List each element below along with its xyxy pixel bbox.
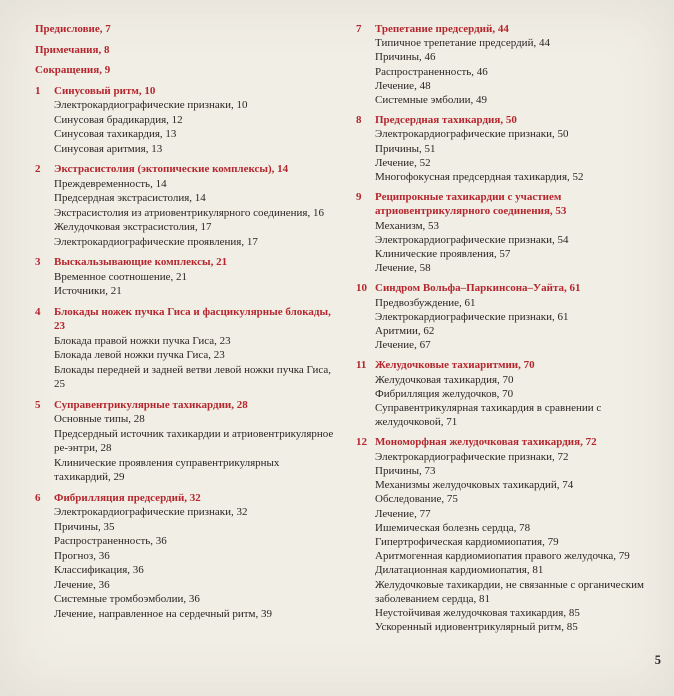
section-number: 10	[356, 282, 367, 295]
toc-item: Электрокардиографические признаки, 72	[375, 450, 569, 463]
section-body	[375, 113, 656, 184]
section-title: Фибрилляция предсердий, 32	[54, 491, 201, 504]
toc-section	[356, 435, 656, 634]
section-number: 2	[35, 163, 41, 175]
section-number: 8	[356, 114, 362, 127]
section-number: 3	[35, 256, 41, 268]
toc-section	[35, 63, 335, 78]
section-body	[54, 398, 335, 485]
toc-item: Электрокардиографические признаки, 32	[54, 506, 248, 518]
section-number: 12	[356, 436, 367, 449]
toc-item: Преждевременность, 14	[54, 177, 167, 190]
toc-item: Системные тромбоэмболии, 36	[54, 593, 200, 605]
toc-item: Желудочковая экстрасистолия, 17	[54, 221, 212, 233]
toc-section	[35, 398, 335, 485]
section-title: Мономорфная желудочковая тахикардия, 72	[375, 436, 597, 449]
toc-section	[35, 84, 335, 157]
toc-section	[35, 255, 335, 299]
toc-item: Электрокардиографические признаки, 50	[375, 128, 569, 141]
toc-item: Дилатационная кардиомиопатия, 81	[375, 564, 544, 577]
toc-item: Временное соотношение, 21	[54, 270, 188, 283]
toc-item: Предсердный источник тахикардии и атриовентрикулярное ре-энтри, 28	[54, 427, 334, 454]
toc-item: Клинические проявления суправентрикулярных тахикардий, 29	[54, 456, 280, 483]
toc-item: Ишемическая болезнь сердца, 78	[375, 521, 531, 534]
toc-item: Лечение, 67	[375, 339, 431, 352]
toc-item: Желудочковые тахикардии, не связанные с органическим заболеванием сердца, 81	[375, 578, 644, 605]
toc-item: Причины, 51	[375, 142, 436, 155]
section-body	[375, 190, 656, 275]
section-body	[54, 162, 335, 249]
section-title: Экстрасистолия (эктопические комплексы), 14	[54, 163, 289, 175]
toc-item: Лечение, 52	[375, 156, 431, 169]
toc-item: Лечение, 58	[375, 262, 431, 275]
toc-section	[35, 162, 335, 249]
section-number: 9	[356, 191, 362, 204]
toc-item: Фибрилляция желудочков, 70	[375, 387, 514, 400]
section-title: Синдром Вольфа–Паркинсона–Уайта, 61	[375, 282, 581, 295]
toc-item: Механизм, 53	[375, 219, 440, 232]
toc-item: Лечение, 36	[54, 578, 110, 591]
toc-item: Аритмогенная кардиомиопатия правого желудочка, 79	[375, 550, 630, 563]
section-number: 11	[356, 359, 367, 372]
toc-section	[35, 22, 335, 37]
toc-section	[35, 43, 335, 58]
toc-item: Блокады передней и задней ветви левой ножки пучка Гиса, 25	[54, 363, 332, 390]
toc-item: Предвозбуждение, 61	[375, 296, 476, 309]
toc-item: Электрокардиографические проявления, 17	[54, 235, 258, 248]
section-title: Реципрокные тахикардии с участием атриовентрикулярного соединения, 53	[375, 191, 567, 218]
toc-item: Синусовая тахикардия, 13	[54, 128, 177, 140]
toc-item: Причины, 35	[54, 520, 115, 533]
toc-item: Обследование, 75	[375, 493, 458, 506]
page-number: 5	[654, 653, 661, 667]
toc-item: Механизмы желудочковых тахикардий, 74	[375, 479, 574, 492]
section-title: Суправентрикулярные тахикардии, 28	[54, 398, 248, 411]
toc-item: Электрокардиографические признаки, 10	[54, 99, 248, 111]
toc-item: Суправентрикулярная тахикардия в сравнении с желудочковой, 71	[375, 402, 602, 429]
toc-item: Аритмии, 62	[375, 325, 435, 338]
toc-item: Неустойчивая желудочковая тахикардия, 85	[375, 606, 580, 619]
toc-column-left	[35, 22, 335, 640]
toc-section	[356, 190, 656, 275]
toc-section	[35, 491, 335, 622]
section-number: 5	[35, 398, 41, 411]
section-body	[375, 435, 656, 634]
toc-section	[356, 281, 656, 352]
toc-item: Блокада правой ножки пучка Гиса, 23	[54, 334, 231, 347]
section-body	[54, 84, 335, 157]
section-body	[375, 22, 656, 107]
section-title: Примечания, 8	[35, 43, 110, 56]
toc-item: Блокада левой ножки пучка Гиса, 23	[54, 349, 225, 361]
toc-item: Распространенность, 36	[54, 535, 167, 547]
toc-item: Классификация, 36	[54, 564, 144, 576]
section-title: Предисловие, 7	[35, 23, 111, 35]
toc-item: Лечение, направленное на сердечный ритм, 39	[54, 607, 272, 620]
section-title: Сокращения, 9	[35, 64, 111, 76]
toc-item: Лечение, 77	[375, 507, 431, 520]
section-title: Синусовый ритм, 10	[54, 84, 156, 97]
toc-item: Причины, 46	[375, 51, 436, 64]
section-body	[35, 43, 335, 58]
section-title: Выскальзывающие комплексы, 21	[54, 256, 228, 268]
toc-item: Гипертрофическая кардиомиопатия, 79	[375, 535, 559, 548]
section-number: 4	[35, 305, 41, 318]
section-body	[375, 358, 656, 429]
section-body	[375, 281, 656, 352]
section-body	[54, 305, 335, 392]
toc-item: Экстрасистолия из атриовентрикулярного соединения, 16	[54, 206, 324, 219]
section-body	[35, 63, 335, 78]
toc-item: Лечение, 48	[375, 79, 431, 92]
toc-section	[356, 113, 656, 184]
toc-item: Многофокусная предсердная тахикардия, 52	[375, 171, 584, 184]
section-number: 6	[35, 491, 41, 504]
toc-item: Ускоренный идиовентрикулярный ритм, 85	[375, 621, 578, 634]
section-title: Желудочковые тахиаритмии, 70	[375, 359, 535, 372]
section-body	[54, 491, 335, 622]
toc-item: Распространенность, 46	[375, 65, 488, 78]
toc-item: Желудочковая тахикардия, 70	[375, 373, 514, 386]
section-body	[35, 22, 335, 37]
toc-item: Прогноз, 36	[54, 549, 110, 562]
section-body	[54, 255, 335, 299]
section-title: Трепетание предсердий, 44	[375, 23, 509, 35]
toc-item: Клинические проявления, 57	[375, 248, 511, 261]
section-number: 7	[356, 23, 362, 35]
section-title: Предсердная тахикардия, 50	[375, 114, 517, 127]
toc-item: Причины, 73	[375, 464, 436, 477]
toc-item: Электрокардиографические признаки, 54	[375, 233, 569, 246]
toc-item: Системные эмболии, 49	[375, 94, 487, 107]
toc-item: Источники, 21	[54, 285, 122, 297]
toc-item: Синусовая аритмия, 13	[54, 142, 163, 155]
section-title: Блокады ножек пучка Гиса и фасцикулярные блокады, 23	[54, 305, 331, 332]
toc-section	[356, 358, 656, 429]
toc-item: Основные типы, 28	[54, 413, 145, 425]
section-number: 1	[35, 84, 41, 97]
toc-item: Синусовая брадикардия, 12	[54, 113, 183, 126]
toc-item: Электрокардиографические признаки, 61	[375, 310, 569, 323]
toc-section	[356, 22, 656, 107]
toc-column-right	[356, 22, 656, 640]
toc-item: Предсердная экстрасистолия, 14	[54, 192, 206, 204]
toc-section	[35, 305, 335, 392]
toc-item: Типичное трепетание предсердий, 44	[375, 37, 550, 50]
